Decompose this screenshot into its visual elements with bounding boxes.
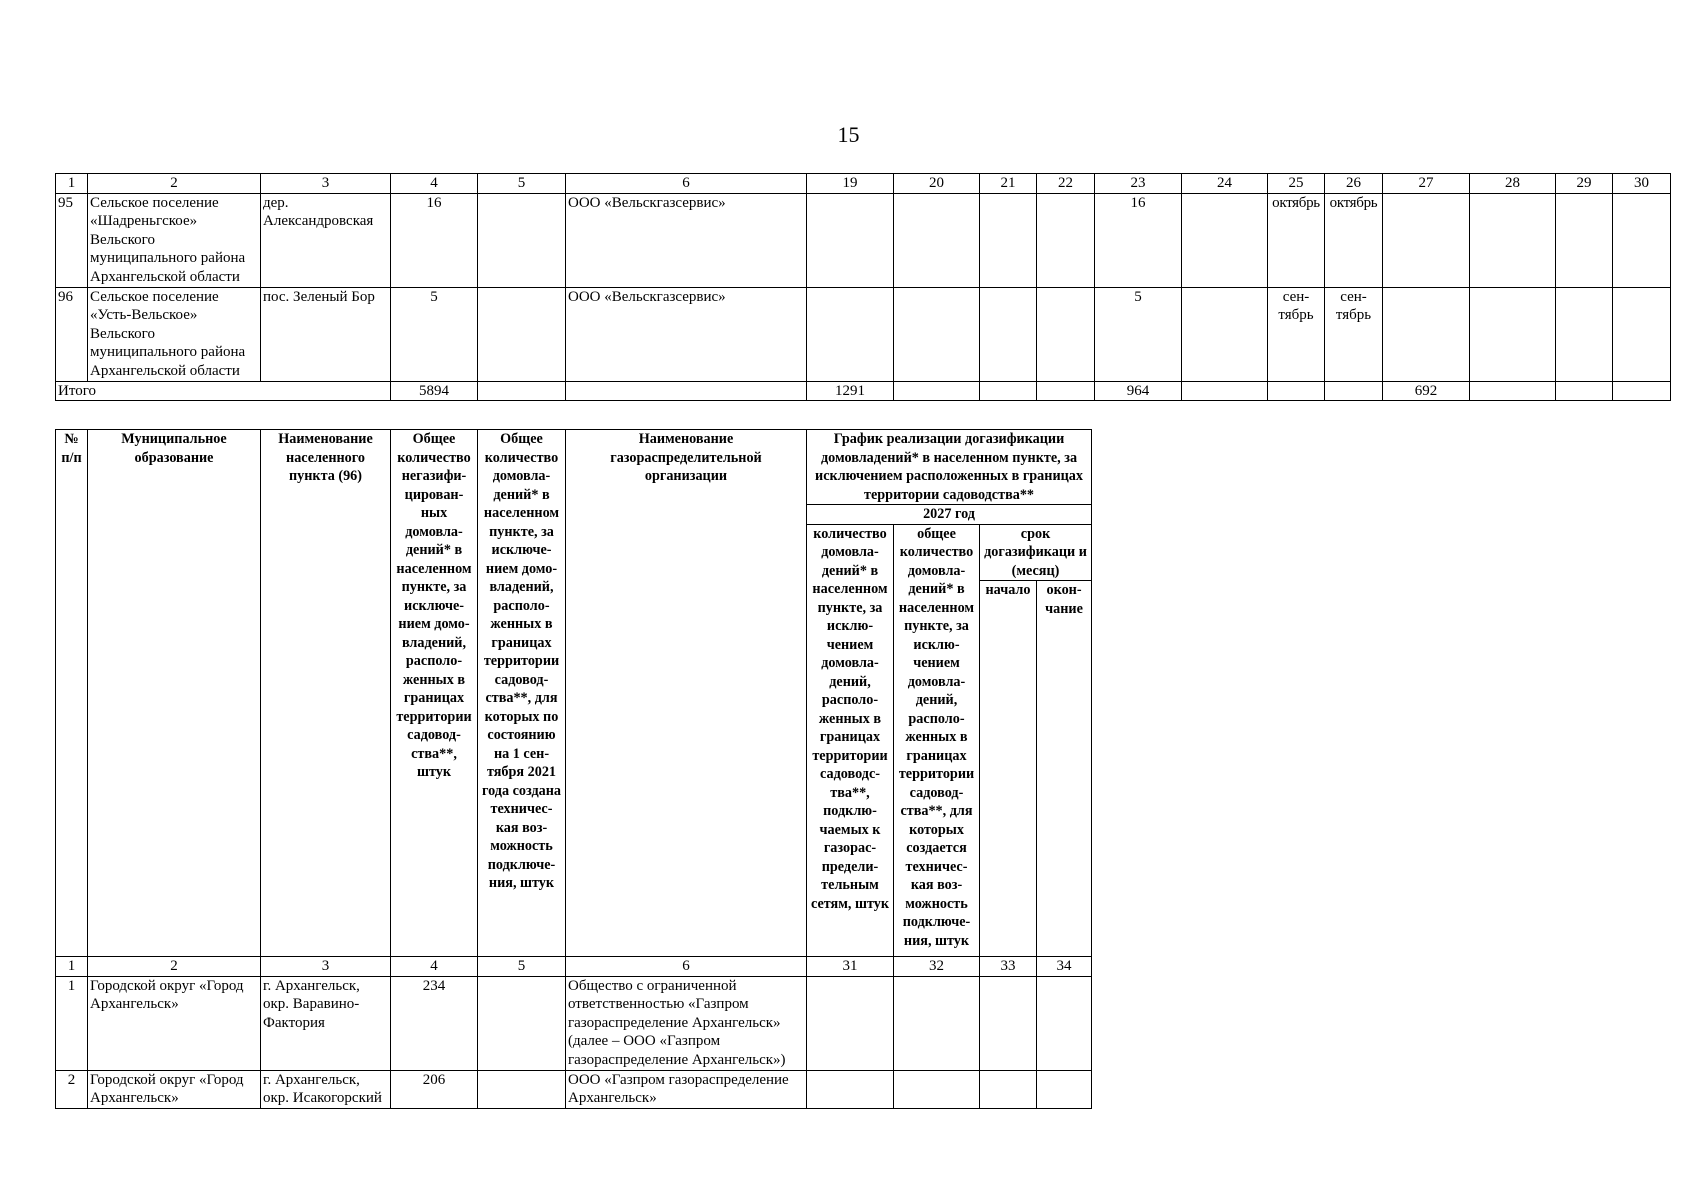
gasification-schedule-table <box>55 429 1092 1109</box>
row-number: 96 <box>56 287 88 381</box>
locality-cell: дер. Александровская <box>261 193 391 287</box>
header-num: № п/п <box>56 430 88 957</box>
total-c24 <box>1182 381 1268 401</box>
total-c22 <box>1037 381 1095 401</box>
header-term: срок догазификаци и (месяц) <box>980 524 1092 581</box>
total-c26 <box>1325 381 1383 401</box>
col-num: 29 <box>1556 174 1613 194</box>
cell-c4: 234 <box>391 976 478 1070</box>
col-num: 21 <box>980 174 1037 194</box>
total-c27: 692 <box>1383 381 1470 401</box>
cell-c19 <box>807 193 894 287</box>
cell-c34 <box>1037 976 1092 1070</box>
col-num: 34 <box>1037 957 1092 977</box>
cell-c22 <box>1037 193 1095 287</box>
cell-c5 <box>478 976 566 1070</box>
cell-c5 <box>478 193 566 287</box>
cell-c22 <box>1037 287 1095 381</box>
header-total-ungasified: Общее количество негазифи-цирован-ных домовла-дений* в населенном пункте, за исключе-нием домо-владений, располо-женных в границах территории садовод-ства**, штук <box>391 430 478 957</box>
header-locality: Наименование населенного пункта (96) <box>261 430 391 957</box>
cell-c29 <box>1556 287 1613 381</box>
col-num: 3 <box>261 957 391 977</box>
col-num: 2 <box>88 957 261 977</box>
total-c5 <box>478 381 566 401</box>
table-row <box>56 287 1671 381</box>
cell-c5 <box>478 287 566 381</box>
row-number: 1 <box>56 976 88 1070</box>
col-num: 2 <box>88 174 261 194</box>
cell-c32 <box>894 976 980 1070</box>
header-schedule: График реализации догазификации домовладений* в населенном пункте, за исключением расположенных в границах территории садоводства** <box>807 430 1092 505</box>
cell-c20 <box>894 287 980 381</box>
col-num: 4 <box>391 174 478 194</box>
col-num: 3 <box>261 174 391 194</box>
col-num: 22 <box>1037 174 1095 194</box>
locality-cell: г. Архангельск, окр. Исакогорский <box>261 1070 391 1108</box>
cell-c5 <box>478 1070 566 1108</box>
col-num: 6 <box>566 174 807 194</box>
cell-c33 <box>980 1070 1037 1108</box>
col-num: 20 <box>894 174 980 194</box>
total-c6 <box>566 381 807 401</box>
header-possibility-count: общее количество домовла-дений* в населенном пункте, за исклю-чением домовла-дений, располо-женных в границах территории садовод-ства**, для которых создается техничес-кая воз-можность подключе-ния, штук <box>894 524 980 957</box>
table-row <box>56 976 1092 1070</box>
cell-c30 <box>1613 193 1671 287</box>
col-num: 5 <box>478 957 566 977</box>
total-c21 <box>980 381 1037 401</box>
col-num: 26 <box>1325 174 1383 194</box>
total-c28 <box>1470 381 1556 401</box>
col-num: 25 <box>1268 174 1325 194</box>
total-label: Итого <box>56 381 391 401</box>
org-cell: Общество с ограниченной ответственностью «Газпром газораспределение Архангельск» (далее – ООО «Газпром газораспределение Архангельск») <box>566 976 807 1070</box>
header-connected-count: количество домовла-дений* в населенном пункте, за исклю-чением домовла-дений, располо-женных в границах территории садоводс-тва**, подклю-чаемых к газорас-предели-тельным сетям, штук <box>807 524 894 957</box>
cell-c27 <box>1383 193 1470 287</box>
col-num: 19 <box>807 174 894 194</box>
cell-c20 <box>894 193 980 287</box>
col-num: 28 <box>1470 174 1556 194</box>
total-c30 <box>1613 381 1671 401</box>
header-year: 2027 год <box>807 505 1092 525</box>
header-org: Наименование газораспределительной организации <box>566 430 807 957</box>
col-num: 31 <box>807 957 894 977</box>
org-cell: ООО «Вельскгазсервис» <box>566 193 807 287</box>
cell-c25: октябрь <box>1268 193 1325 287</box>
cell-c27 <box>1383 287 1470 381</box>
cell-c4: 5 <box>391 287 478 381</box>
cell-c26: сен- тябрь <box>1325 287 1383 381</box>
table-row <box>56 193 1671 287</box>
column-number-row <box>56 957 1092 977</box>
total-c20 <box>894 381 980 401</box>
cell-c26: октябрь <box>1325 193 1383 287</box>
row-number: 2 <box>56 1070 88 1108</box>
col-num: 6 <box>566 957 807 977</box>
cell-c34 <box>1037 1070 1092 1108</box>
cell-c25: сен- тябрь <box>1268 287 1325 381</box>
total-row <box>56 381 1671 401</box>
cell-c21 <box>980 287 1037 381</box>
col-num: 1 <box>56 174 88 194</box>
municipality-cell: Городской округ «Город Архангельск» <box>88 1070 261 1108</box>
cell-c19 <box>807 287 894 381</box>
cell-c31 <box>807 976 894 1070</box>
total-c25 <box>1268 381 1325 401</box>
cell-c24 <box>1182 287 1268 381</box>
cell-c28 <box>1470 193 1556 287</box>
col-num: 32 <box>894 957 980 977</box>
municipality-cell: Сельское поселение «Усть-Вельское» Вельского муниципального района Архангельской области <box>88 287 261 381</box>
org-cell: ООО «Вельскгазсервис» <box>566 287 807 381</box>
row-number: 95 <box>56 193 88 287</box>
total-c19: 1291 <box>807 381 894 401</box>
table-row <box>56 1070 1092 1108</box>
continuation-table <box>55 173 1671 401</box>
col-num: 23 <box>1095 174 1182 194</box>
total-c29 <box>1556 381 1613 401</box>
locality-cell: г. Архангельск, окр. Варавино-Фактория <box>261 976 391 1070</box>
cell-c21 <box>980 193 1037 287</box>
municipality-cell: Сельское поселение «Шадреньгское» Вельского муниципального района Архангельской области <box>88 193 261 287</box>
cell-c23: 5 <box>1095 287 1182 381</box>
cell-c30 <box>1613 287 1671 381</box>
header-start: начало <box>980 581 1037 957</box>
locality-cell: пос. Зеленый Бор <box>261 287 391 381</box>
col-num: 33 <box>980 957 1037 977</box>
cell-c33 <box>980 976 1037 1070</box>
municipality-cell: Городской округ «Город Архангельск» <box>88 976 261 1070</box>
col-num: 1 <box>56 957 88 977</box>
col-num: 4 <box>391 957 478 977</box>
org-cell: ООО «Газпром газораспределение Архангельск» <box>566 1070 807 1108</box>
cell-c31 <box>807 1070 894 1108</box>
total-c23: 964 <box>1095 381 1182 401</box>
cell-c4: 16 <box>391 193 478 287</box>
header-end: окон-чание <box>1037 581 1092 957</box>
cell-c23: 16 <box>1095 193 1182 287</box>
cell-c32 <box>894 1070 980 1108</box>
cell-c28 <box>1470 287 1556 381</box>
col-num: 24 <box>1182 174 1268 194</box>
total-c4: 5894 <box>391 381 478 401</box>
cell-c29 <box>1556 193 1613 287</box>
cell-c4: 206 <box>391 1070 478 1108</box>
col-num: 5 <box>478 174 566 194</box>
page-number: 15 <box>837 122 860 147</box>
header-total-with-possibility: Общее количество домовла-дений* в населенном пункте, за исключе-нием домо-владений, располо-женных в границах территории садовод-ства**, для которых по состоянию на 1 сен-тября 2021 года создана техничес-кая воз-можность подключе-ния, штук <box>478 430 566 957</box>
header-municipality: Муниципальное образование <box>88 430 261 957</box>
cell-c24 <box>1182 193 1268 287</box>
col-num: 30 <box>1613 174 1671 194</box>
col-num: 27 <box>1383 174 1470 194</box>
column-number-row <box>56 174 1671 194</box>
